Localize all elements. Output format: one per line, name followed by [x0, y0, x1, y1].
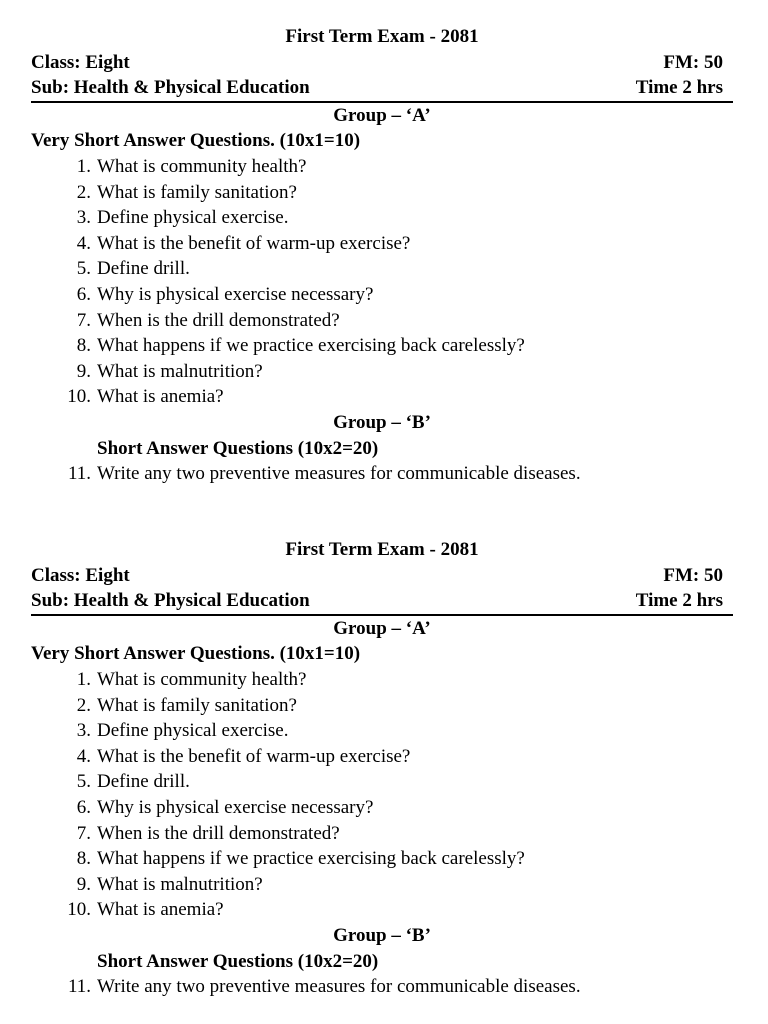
- header-row-subject: [31, 588, 733, 616]
- time-label: Time 2 hrs: [635, 77, 723, 99]
- time-label: Time 2 hrs: [635, 590, 723, 612]
- question-number: 11.: [67, 976, 91, 998]
- question-item: [31, 384, 733, 410]
- question-number: 8.: [76, 848, 91, 870]
- question-text: What is malnutrition?: [97, 873, 263, 895]
- question-number: 9.: [76, 360, 91, 382]
- question-item: [31, 154, 733, 180]
- question-text: What is community health?: [97, 668, 307, 690]
- question-text: What happens if we practice exercising back carelessly?: [97, 848, 525, 870]
- group-b-heading: Group – ‘B’: [333, 411, 431, 433]
- full-marks: FM: 50: [663, 51, 723, 73]
- question-item: [31, 333, 733, 359]
- group-b-question-list: [31, 461, 733, 487]
- question-text: When is the drill demonstrated?: [97, 309, 340, 331]
- question-number: 7.: [76, 822, 91, 844]
- group-a-question-list: [31, 667, 733, 923]
- question-item: [31, 205, 733, 231]
- question-text: Why is physical exercise necessary?: [97, 796, 374, 818]
- exam-title: First Term Exam - 2081: [285, 26, 479, 47]
- question-item: [31, 693, 733, 719]
- question-item: [31, 974, 733, 1000]
- question-number: 11.: [67, 463, 91, 485]
- group-a-instruction: Very Short Answer Questions. (10x1=10): [31, 643, 361, 665]
- question-number: 6.: [76, 283, 91, 305]
- question-number: 7.: [76, 309, 91, 331]
- question-item: [31, 897, 733, 923]
- question-text: What is anemia?: [97, 386, 224, 408]
- question-text: What is community health?: [97, 155, 307, 177]
- header-row-class: [31, 563, 733, 589]
- question-item: [31, 667, 733, 693]
- class-label: Class: Eight: [31, 51, 130, 73]
- header-row-subject: [31, 75, 733, 103]
- question-item: [31, 821, 733, 847]
- question-item: [31, 769, 733, 795]
- question-text: What happens if we practice exercising back carelessly?: [97, 335, 525, 357]
- exam-copy-2: [31, 537, 733, 1000]
- question-number: 4.: [76, 232, 91, 254]
- question-number: 2.: [76, 694, 91, 716]
- question-number: 6.: [76, 796, 91, 818]
- question-text: What is malnutrition?: [97, 360, 263, 382]
- group-a-heading: Group – ‘A’: [333, 104, 431, 126]
- class-label: Class: Eight: [31, 564, 130, 586]
- header-row-class: [31, 50, 733, 76]
- question-number: 10.: [67, 386, 91, 408]
- question-item: [31, 180, 733, 206]
- group-a-instruction: Very Short Answer Questions. (10x1=10): [31, 130, 361, 152]
- question-text: Define drill.: [97, 258, 190, 280]
- full-marks: FM: 50: [663, 564, 723, 586]
- question-text: What is anemia?: [97, 899, 224, 921]
- question-text: What is the benefit of warm-up exercise?: [97, 745, 411, 767]
- question-item: [31, 846, 733, 872]
- question-text: Define physical exercise.: [97, 720, 289, 742]
- group-a-heading: Group – ‘A’: [333, 617, 431, 639]
- question-number: 8.: [76, 335, 91, 357]
- question-number: 10.: [67, 899, 91, 921]
- group-b-question-list: [31, 974, 733, 1000]
- exam-title: First Term Exam - 2081: [285, 539, 479, 560]
- question-text: What is family sanitation?: [97, 181, 297, 203]
- exam-copy-1: [31, 24, 733, 487]
- question-number: 2.: [76, 181, 91, 203]
- group-b-instruction: Short Answer Questions (10x2=20): [97, 437, 379, 459]
- question-number: 4.: [76, 745, 91, 767]
- question-item: [31, 231, 733, 257]
- question-item: [31, 308, 733, 334]
- question-item: [31, 256, 733, 282]
- group-a-question-list: [31, 154, 733, 410]
- question-text: What is family sanitation?: [97, 694, 297, 716]
- question-text: Write any two preventive measures for communicable diseases.: [97, 463, 581, 485]
- question-number: 5.: [76, 258, 91, 280]
- question-number: 3.: [76, 720, 91, 742]
- group-b-instruction: Short Answer Questions (10x2=20): [97, 950, 379, 972]
- question-item: [31, 461, 733, 487]
- question-number: 3.: [76, 207, 91, 229]
- question-number: 9.: [76, 873, 91, 895]
- question-item: [31, 744, 733, 770]
- question-number: 1.: [76, 668, 91, 690]
- question-text: When is the drill demonstrated?: [97, 822, 340, 844]
- question-text: Define drill.: [97, 771, 190, 793]
- question-text: Write any two preventive measures for communicable diseases.: [97, 976, 581, 998]
- question-item: [31, 718, 733, 744]
- group-b-heading: Group – ‘B’: [333, 924, 431, 946]
- question-text: Why is physical exercise necessary?: [97, 283, 374, 305]
- question-item: [31, 795, 733, 821]
- subject-label: Sub: Health & Physical Education: [31, 590, 310, 612]
- question-number: 5.: [76, 771, 91, 793]
- question-item: [31, 282, 733, 308]
- question-text: Define physical exercise.: [97, 207, 289, 229]
- subject-label: Sub: Health & Physical Education: [31, 77, 310, 99]
- question-item: [31, 359, 733, 385]
- question-text: What is the benefit of warm-up exercise?: [97, 232, 411, 254]
- question-item: [31, 872, 733, 898]
- question-number: 1.: [76, 155, 91, 177]
